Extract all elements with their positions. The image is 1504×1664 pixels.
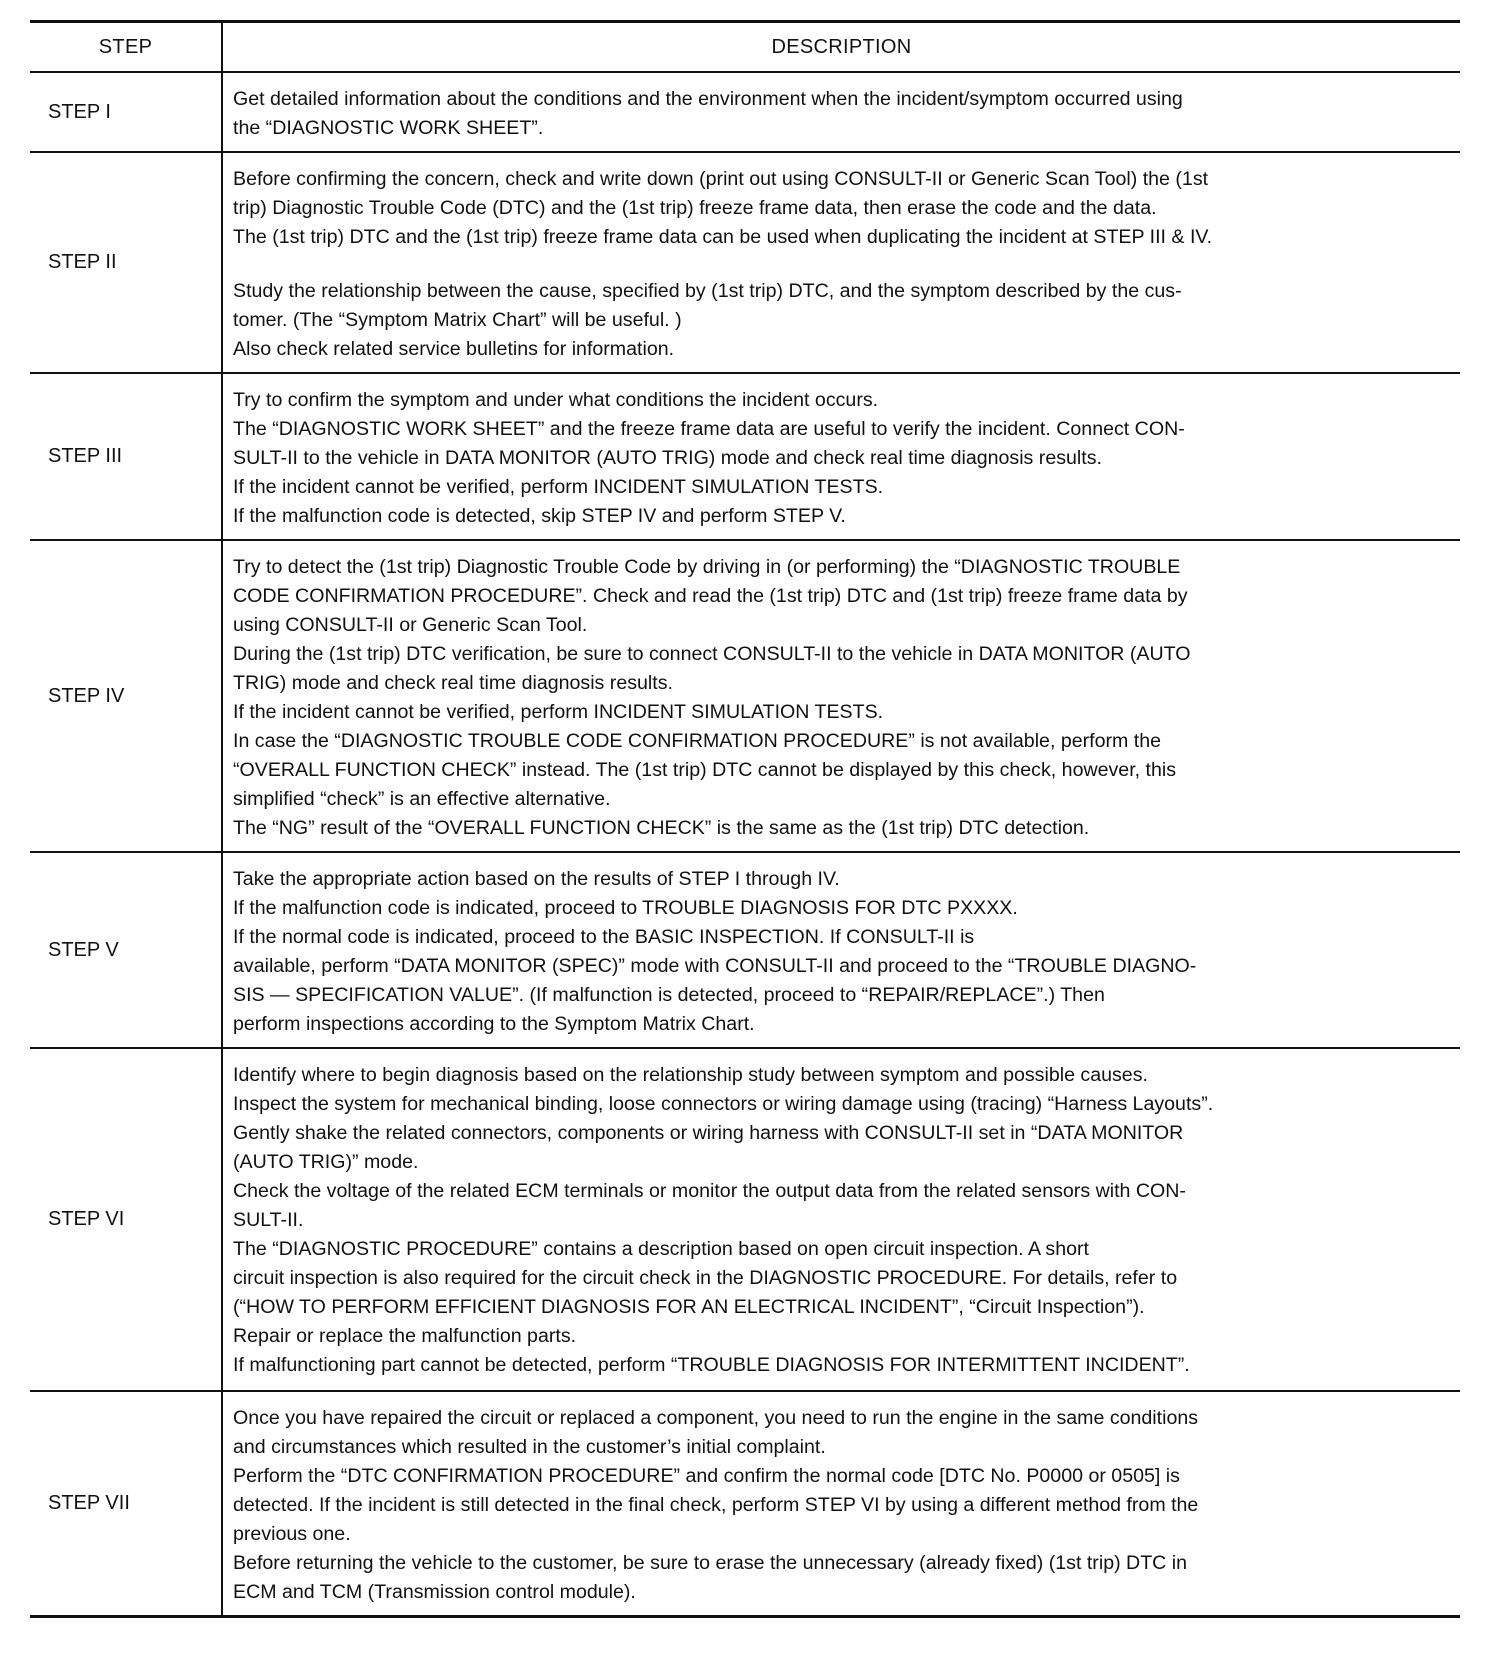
step-description: [222, 1391, 1460, 1617]
description-paragraph: Study the relationship between the cause, specified by (1st trip) DTC, and the symptom described by the cus- tomer. (The “Symptom Matrix Chart” will be useful. ) Also check related service bulletins for information.: [233, 280, 1182, 360]
header-description: DESCRIPTION: [222, 22, 1460, 73]
header-step: STEP: [30, 22, 222, 73]
step-label: STEP I: [30, 72, 222, 152]
header-row: [30, 22, 1460, 73]
description-paragraph: Once you have repaired the circuit or replaced a component, you need to run the engine in the same conditions and circumstances which resulted in the customer’s initial complaint. Perform the “DTC CONFIRMATION PROCEDURE” and confirm the normal code [DTC No. P0000 or 0505] is detected. If the incident is still detected in the final check, perform STEP VI by using a different method from the previous one. Before returning the vehicle to the customer, be sure to erase the unnecessary (already fixed) (1st trip) DTC in ECM and TCM (Transmission control module).: [233, 1407, 1199, 1603]
step-description: [222, 72, 1460, 152]
description-paragraph: Before confirming the concern, check and write down (print out using CONSULT-II or Generic Scan Tool) the (1st trip) Diagnostic Trouble Code (DTC) and the (1st trip) freeze frame data, then erase the code and the data. The (1st trip) DTC and the (1st trip) freeze frame data can be used when duplicating the incident at STEP III & IV.: [233, 168, 1213, 248]
step-description: [222, 1048, 1460, 1391]
description-paragraph: Try to detect the (1st trip) Diagnostic Trouble Code by driving in (or performing) the “DIAGNOSTIC TROUBLE CODE CONFIRMATION PROCEDURE”. Check and read the (1st trip) DTC and (1st trip) freeze frame data by using CONSULT-II or Generic Scan Tool. During the (1st trip) DTC verification, be sure to connect CONSULT-II to the vehicle in DATA MONITOR (AUTO TRIG) mode and check real time diagnosis results. If the incident cannot be verified, perform INCIDENT SIMULATION TESTS. In case the “DIAGNOSTIC TROUBLE CODE CONFIRMATION PROCEDURE” is not available, perform the “OVERALL FUNCTION CHECK” instead. The (1st trip) DTC cannot be displayed by this check, however, this simplified “check” is an effective alternative. The “NG” result of the “OVERALL FUNCTION CHECK” is the same as the (1st trip) DTC detection.: [233, 556, 1191, 839]
table-row: [30, 72, 1460, 152]
table-body: [30, 72, 1460, 1617]
step-description: [222, 540, 1460, 852]
step-description: [222, 373, 1460, 540]
step-label: STEP II: [30, 152, 222, 373]
step-description: [222, 152, 1460, 373]
table-row: [30, 540, 1460, 852]
diagnostic-steps-table: [30, 20, 1460, 1618]
description-paragraph: Take the appropriate action based on the results of STEP I through IV. If the malfunction code is indicated, proceed to TROUBLE DIAGNOSIS FOR DTC PXXXX. If the normal code is indicated, proceed to the BASIC INSPECTION. If CONSULT-II is available, perform “DATA MONITOR (SPEC)” mode with CONSULT-II and proceed to the “TROUBLE DIAGNO- SIS — SPECIFICATION VALUE”. (If malfunction is detected, proceed to “REPAIR/REPLACE”.) Then perform inspections according to the Symptom Matrix Chart.: [233, 868, 1197, 1035]
step-label: STEP IV: [30, 540, 222, 852]
table-row: [30, 852, 1460, 1048]
table-row: [30, 1391, 1460, 1617]
step-label: STEP VI: [30, 1048, 222, 1391]
step-label: STEP V: [30, 852, 222, 1048]
step-label: STEP VII: [30, 1391, 222, 1617]
description-paragraph: Get detailed information about the conditions and the environment when the incident/symptom occurred using the “DIAGNOSTIC WORK SHEET”.: [233, 88, 1183, 139]
step-label: STEP III: [30, 373, 222, 540]
table-row: [30, 152, 1460, 373]
description-paragraph: Identify where to begin diagnosis based on the relationship study between symptom and possible causes. Inspect the system for mechanical binding, loose connectors or wiring damage using (tracing) “Harness Layouts”. Gently shake the related connectors, components or wiring harness with CONSULT-II set in “DATA MONITOR (AUTO TRIG)” mode. Check the voltage of the related ECM terminals or monitor the output data from the related sensors with CON- SULT-II. The “DIAGNOSTIC PROCEDURE” contains a description based on open circuit inspection. A short circuit inspection is also required for the circuit check in the DIAGNOSTIC PROCEDURE. For details, refer to (“HOW TO PERFORM EFFICIENT DIAGNOSIS FOR AN ELECTRICAL INCIDENT”, “Circuit Inspection”). Repair or replace the malfunction parts. If malfunctioning part cannot be detected, perform “TROUBLE DIAGNOSIS FOR INTERMITTENT INCIDENT”.: [233, 1064, 1214, 1376]
table-header: [30, 22, 1460, 73]
table-row: [30, 1048, 1460, 1391]
table-row: [30, 373, 1460, 540]
description-paragraph: Try to confirm the symptom and under what conditions the incident occurs. The “DIAGNOSTIC WORK SHEET” and the freeze frame data are useful to verify the incident. Connect CON- SULT-II to the vehicle in DATA MONITOR (AUTO TRIG) mode and check real time diagnosis results. If the incident cannot be verified, perform INCIDENT SIMULATION TESTS. If the malfunction code is detected, skip STEP IV and perform STEP V.: [233, 389, 1185, 527]
step-description: [222, 852, 1460, 1048]
